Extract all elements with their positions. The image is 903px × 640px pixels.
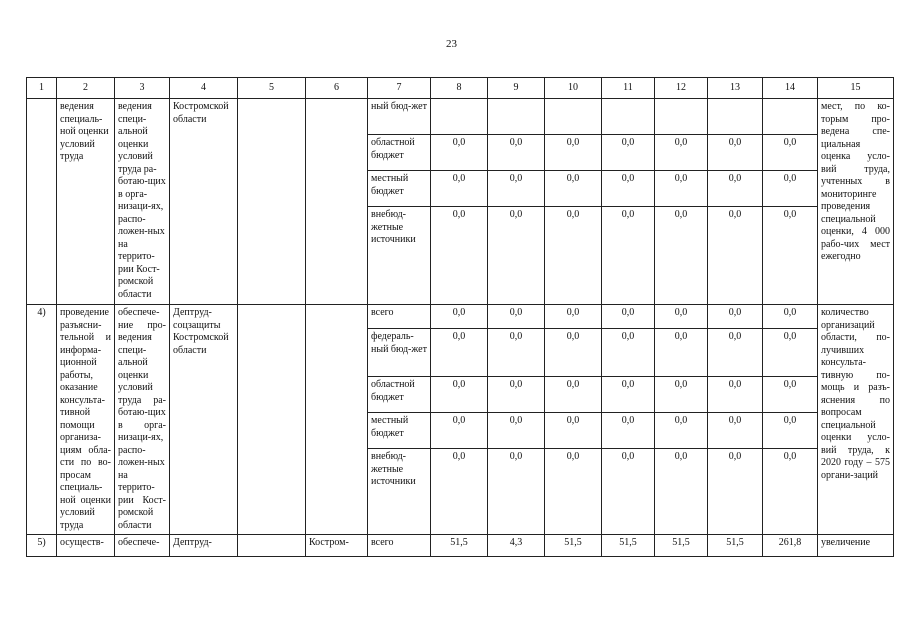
value-cell: 0,0 (488, 207, 545, 305)
funding-source-cell: ный бюд-жет (368, 99, 431, 135)
value-cell: 0,0 (655, 413, 708, 449)
funding-source-cell: федераль-ный бюд-жет (368, 329, 431, 377)
value-cell: 51,5 (708, 535, 763, 557)
header-row (27, 78, 894, 99)
value-cell: 0,0 (708, 207, 763, 305)
value-cell: 51,5 (545, 535, 602, 557)
indicator-cell: количество организаций области, по-лучивших консульта-тивную по-мощь и разъ-яснения по вопросам специальной оценки усло-вий труда, к 2020 году – 575 органи-заций (818, 305, 894, 535)
table-row (27, 535, 894, 557)
item-number-cell (27, 99, 57, 305)
col5-cell (238, 99, 306, 305)
measure-name-cell: осуществ- (57, 535, 115, 557)
value-cell: 51,5 (431, 535, 488, 557)
value-cell: 0,0 (431, 413, 488, 449)
value-cell: 0,0 (488, 171, 545, 207)
value-cell: 0,0 (488, 305, 545, 329)
funding-source-cell: внебюд-жетные источники (368, 449, 431, 535)
value-cell: 0,0 (545, 305, 602, 329)
value-cell: 0,0 (655, 135, 708, 171)
value-cell: 0,0 (708, 171, 763, 207)
value-cell: 0,0 (545, 135, 602, 171)
value-cell (763, 99, 818, 135)
goal-cell: ведения специ-альной оценки условий труда ра-ботаю-щих в орга-низаци-ях, распо-ложен-ных на террито-рии Кост-ромской области (115, 99, 170, 305)
value-cell: 0,0 (488, 377, 545, 413)
value-cell: 0,0 (431, 135, 488, 171)
header-cell: 14 (763, 78, 818, 99)
executor-cell: Костромской области (170, 99, 238, 305)
value-cell: 0,0 (602, 329, 655, 377)
executor-cell: Дептруд-соцзащиты Костромской области (170, 305, 238, 535)
value-cell (488, 99, 545, 135)
item-number-cell: 4) (27, 305, 57, 535)
header-cell: 7 (368, 78, 431, 99)
value-cell (655, 99, 708, 135)
value-cell: 0,0 (545, 329, 602, 377)
value-cell: 0,0 (708, 449, 763, 535)
indicator-cell: мест, по ко-торым про-ведена спе-циальная оценка усло-вий труда, учтенных в мониторинге проведения специальной оценки, 4 000 рабо-чих мест ежегодно (818, 99, 894, 305)
header-cell: 11 (602, 78, 655, 99)
goal-cell: обеспече- (115, 535, 170, 557)
value-cell: 0,0 (708, 305, 763, 329)
value-cell: 0,0 (431, 329, 488, 377)
value-cell (708, 99, 763, 135)
executor-cell: Дептруд- (170, 535, 238, 557)
page-number: 23 (446, 38, 457, 50)
funding-source-cell: внебюд-жетные источники (368, 207, 431, 305)
value-cell: 0,0 (488, 329, 545, 377)
header-cell: 1 (27, 78, 57, 99)
value-cell: 51,5 (655, 535, 708, 557)
col5-cell (238, 305, 306, 535)
header-cell: 13 (708, 78, 763, 99)
value-cell: 261,8 (763, 535, 818, 557)
funding-source-cell: областной бюджет (368, 135, 431, 171)
table-row (27, 305, 894, 329)
value-cell: 0,0 (763, 413, 818, 449)
value-cell: 0,0 (763, 329, 818, 377)
funding-source-cell: всего (368, 305, 431, 329)
value-cell: 0,0 (602, 413, 655, 449)
table-row (27, 99, 894, 135)
value-cell: 0,0 (602, 305, 655, 329)
col6-cell: Костром- (306, 535, 368, 557)
value-cell: 0,0 (655, 171, 708, 207)
value-cell: 51,5 (602, 535, 655, 557)
col6-cell (306, 305, 368, 535)
value-cell: 0,0 (763, 207, 818, 305)
value-cell: 0,0 (602, 207, 655, 305)
value-cell: 0,0 (545, 207, 602, 305)
value-cell: 0,0 (655, 329, 708, 377)
header-cell: 6 (306, 78, 368, 99)
value-cell (545, 99, 602, 135)
value-cell: 0,0 (431, 305, 488, 329)
header-cell: 15 (818, 78, 894, 99)
value-cell: 0,0 (763, 377, 818, 413)
value-cell: 0,0 (545, 413, 602, 449)
value-cell: 0,0 (763, 305, 818, 329)
value-cell: 0,0 (602, 135, 655, 171)
header-cell: 12 (655, 78, 708, 99)
header-cell: 8 (431, 78, 488, 99)
value-cell: 0,0 (655, 305, 708, 329)
goal-cell: обеспече-ние про-ведения специ-альной оценки условий труда ра-ботаю-щих в орга-низаци-ях, распо-ложен-ных на террито-рии Кост-ромской области (115, 305, 170, 535)
funding-source-cell: местный бюджет (368, 413, 431, 449)
value-cell: 0,0 (545, 449, 602, 535)
funding-source-cell: областной бюджет (368, 377, 431, 413)
value-cell: 0,0 (763, 135, 818, 171)
value-cell: 0,0 (655, 207, 708, 305)
value-cell: 0,0 (763, 449, 818, 535)
value-cell (602, 99, 655, 135)
measure-name-cell: ведения специаль-ной оценки условий труда (57, 99, 115, 305)
value-cell: 0,0 (655, 377, 708, 413)
value-cell: 0,0 (708, 377, 763, 413)
funding-source-cell: всего (368, 535, 431, 557)
col6-cell (306, 99, 368, 305)
measure-name-cell: проведение разъясни-тельной и информа-ционной работы, оказание консульта-тивной помощи организа-циям обла-сти по во-просам специаль-ной оценки условий труда (57, 305, 115, 535)
value-cell: 0,0 (431, 207, 488, 305)
value-cell: 0,0 (708, 329, 763, 377)
value-cell: 0,0 (602, 449, 655, 535)
header-cell: 10 (545, 78, 602, 99)
value-cell: 0,0 (655, 449, 708, 535)
value-cell: 0,0 (431, 449, 488, 535)
value-cell: 0,0 (602, 377, 655, 413)
indicator-cell: увеличение (818, 535, 894, 557)
value-cell: 0,0 (431, 377, 488, 413)
funding-source-cell: местный бюджет (368, 171, 431, 207)
col5-cell (238, 535, 306, 557)
header-cell: 4 (170, 78, 238, 99)
value-cell: 0,0 (602, 171, 655, 207)
header-cell: 2 (57, 78, 115, 99)
value-cell: 0,0 (488, 413, 545, 449)
value-cell: 4,3 (488, 535, 545, 557)
value-cell: 0,0 (545, 377, 602, 413)
value-cell: 0,0 (708, 135, 763, 171)
value-cell: 0,0 (431, 171, 488, 207)
header-cell: 5 (238, 78, 306, 99)
header-cell: 3 (115, 78, 170, 99)
item-number-cell: 5) (27, 535, 57, 557)
value-cell: 0,0 (708, 413, 763, 449)
value-cell: 0,0 (545, 171, 602, 207)
value-cell: 0,0 (488, 135, 545, 171)
program-table (26, 77, 894, 557)
value-cell: 0,0 (763, 171, 818, 207)
value-cell: 0,0 (488, 449, 545, 535)
value-cell (431, 99, 488, 135)
header-cell: 9 (488, 78, 545, 99)
